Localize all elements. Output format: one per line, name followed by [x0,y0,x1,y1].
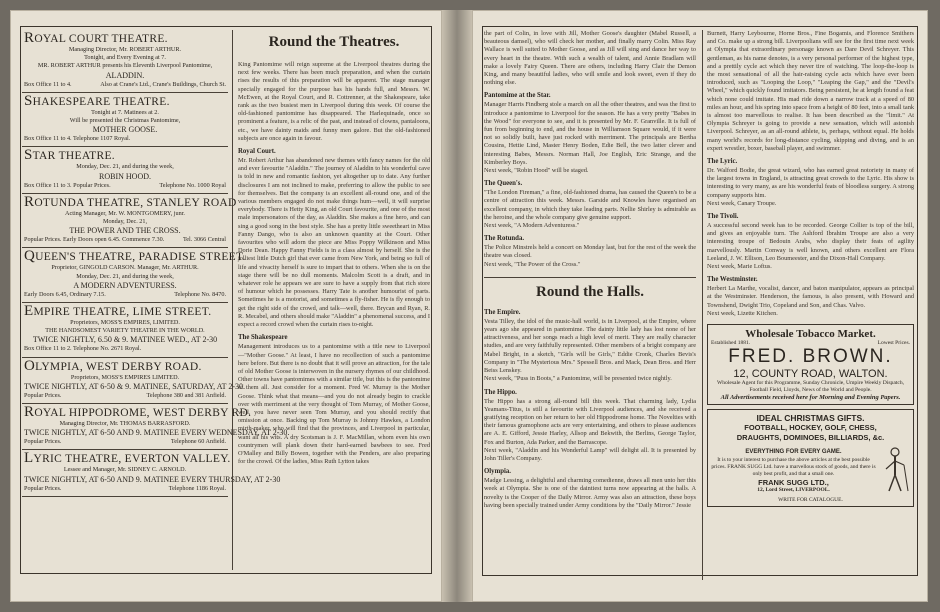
hippo-text: The Hippo has a strong all-round bill this week. That charming lady, Lydia Yeamans-Titus, is still a favourite with Liverpool audiences, and she received a gratifying reception on her return to her old Hippodrome home. The Novelties with their famous gramophone acts are very entertaining, and others to please audiences are A. E. Gifford, Jessie Harley, Allsop and Bekwith, the Berlins, George Taylor, Fox and Burton, Ada Parker, and the Barrascope. [484,397,696,446]
theatre-ad-footer: Box Office 11 to 3. Popular Prices. Telephone No. 1000 Royal [24,181,226,189]
westminster-next-week: Next week, Lizette Kitchen. [707,309,778,317]
tobacco-ad-prices: Lowest Prices. [877,340,910,347]
tobacco-ad-heading: Wholesale Tobacco Market. [745,328,876,341]
theatre-ad-feature: ROBIN HOOD. [99,171,151,181]
theatre-ad-line: Tonight, and Every Evening at 7. [84,54,166,62]
theatre-ad-footer: Box Office 11 to 4. Telephone 1107 Royal. [24,135,131,143]
theatre-ad-line: Acting Manager, Mr. W. MONTGOMERY, junr. [65,209,185,217]
theatre-ad-footer: Popular Prices. Telephone 380 and 381 Anfield. [24,391,226,399]
xmas-ad-line3: EVERYTHING FOR EVERY GAME. [745,448,842,455]
xmas-ad-footer: WRITE FOR CATALOGUE. [778,497,843,504]
theatre-ad [22,93,228,148]
star-next-week: Next week, "Robin Hood" will be staged. [484,167,589,175]
empire-subheading: The Empire. [484,308,521,316]
shakespeare-subheading: The Shakespeare [238,334,288,342]
xmas-ad-body: It is to your interest to purchase the above articles at the best possible prices. FRANK SUGG Ltd. have a marvellous stock of goods, and there is only best profit, and that a small one. [711,456,876,477]
tivoli-next-week: Next week, Marie Loftus. [707,263,772,271]
theatre-ad-title: SHAKESPEARE THEATRE. [24,92,170,109]
lyric-subheading: The Lyric. [707,158,738,166]
theatre-ad [22,303,228,358]
theatre-ad-line: Proprietor, GINGOLD CARSON. Manager, Mr. ARTHUR. [51,264,199,272]
shakespeare-text: Management introduces us to a pantomime with a title new to Liverpool—"Mother Goose." At least, I have no recollection of such a pantomime here before. But there is no doubt that it will prove an attraction, for the tale of old Mother Goose is interwoven in the nursery rhymes of our childhood. Other towns have pantomimes with a similar title, but this is the pantomime of them all. Just consider for a moment. Fred W. Murray is the Mother Goose. Think what that means—and you do not already begin to crackle over with merriment at the very thought of Tom Murray, of Mother Goose, well, you have never seen Tom Murray, and you should rectify that omission at once. Backing up Tom Murray is Johnny Hawkes, a London mirth-maker, who will find that the provinces, and Liverpool in particular, want all his wits. A dry Scotsman is J. F. MacMillan, whom even his own countrymen will plank down their hard-earned bawbees to see. Fred O'Malley and Billy Bowen, together with the Penders, are also preparing for the crowd. Of the ladies, Miss Ruth Lytton takes [238,343,430,466]
olympia-subheading: Olympia. [484,468,512,476]
theatre-ad-line: Proprietors, MOSS'S EMPIRES, LIMITED. [70,319,180,327]
theatres-intro: King Pantomime will reign supreme at the Liverpool theatres during the next few weeks. There has been much preparation, and when the curtain rises the results of this preparation will be apparent. The stage manager specially engaged for the purpose has his hands full, and Messrs. W. McEwen, at the Royal Court, and R. Cottrenner, at the Shakespeare, take rank as the two busiest men in Liverpool during this week. Of course the old-fashioned pantomime has disappeared. The Harlequinade, once so prominent a feature, is a relic of the past, and instead of clowns, pantaloons, etc., we have dainty maids and funny men galore. But the old-fashioned subjects are once again in favour. [238,61,430,142]
theatre-ad-line: Monday, Dec. 21, and during the week, [76,163,174,171]
queens-text: "The London Fireman," a fine, old-fashioned drama, has caused the Queen's to be a centre of attraction this week. Messrs. Garside and Knowles have organised an excellent company, in which they take leading parts. Nellie Shirley is admirable as the heroine, and the whole company give genuine support. [484,189,696,221]
theatre-ad-title: STAR THEATRE. [24,147,115,164]
round-the-theatres-heading: Round the Theatres. [268,34,400,50]
empire-next-week: Next week, "Puss in Boots," a Pantomime, will be presented twice nightly. [484,375,672,383]
theatre-ad [22,404,290,450]
theatre-ad-line: Managing Director, Mr. THOMAS BARRASFORD. [59,420,191,428]
hippo-next-week: Next week, "Aladdin and his Wonderful Lamp" will delight all. It is presented by John Tiller's Company. [484,446,696,462]
westminster-text: Herbert La Marthe, vocalist, dancer, and baton manipulator, appears as principal at the Westminster. Henderson, the famous, is also present, with Howard and Townshend, Dwight Trio, Copeland and Son, and Chas. Valvo. [707,285,914,309]
theatre-ad-line: THE HANDSOMEST VARIETY THEATRE IN THE WORLD. [45,327,205,335]
queens-next-week: Next week, "A Modern Adventuress." [484,222,580,230]
theatre-ad-footer: Popular Prices. Early Doors open 6.45. Commence 7.30. Tel. 3066 Central [24,236,226,244]
lyric-text: Dr. Walford Bodie, the great wizard, who has earned great notoriety in many of the largest towns in England, is attracting great crowds to the Lyric. His show is interesting to very many, as are his wonderful feats of bloodless surgery. A strong company supports him. [707,167,914,199]
theatre-ad-line: Managing Director, Mr. ROBERT ARTHUR. [68,46,182,53]
right-column-two [702,30,914,580]
theatre-ad-footer: Popular Prices. Telephone 1186 Royal. [24,484,226,492]
theatre-ad-footer: Popular Prices. Telephone 60 Anfield. [24,438,226,446]
tobacco-ad-address: 12, COUNTY ROAD, WALTON. [733,368,888,381]
westminster-subheading: The Westminster. [707,276,758,284]
tobacco-ad-body: Wholesale Agent for this Programme, Sunday Chronicle, Umpire Weekly Dispatch, Football Field, Lloyds, News of the World and People. [716,380,905,394]
royal-court-text: Mr. Robert Arthur has abandoned new themes with fancy names for the old and ever favourite "Aladdin." The journey of Aladdin to his wonderful cave is told in new and romantic fashion, yet altogether up to date. Any further disclosures I am not inclined to make, preferring to allow the public to see for themselves. But the company is an excellent all-round one, and of the various members engaged do not make things hum—well, it will surprise everybody. There is Hetty King, an old Court favourite, and one of the most male impersonators of the day, as Aladdin. She makes a fine hero, and can sing a good song in the best style. She has a pretty little sweetheart in Miss Fanny Dango, who is also an unknown quantity at the Court. Other favourites who will adorn the piece are Miss Poppy Wilkinson and Miss Dorie Dean. Happy Fanny Fields is in a class almost by herself. She is the jolliest little Dutch girl that ever came from New York, and being so full of life and vivacity herself is sure to impart that to others. When she is on the stage there will be no dull moments. Malcolm Scott is a draft, and in whatever role he appears we are sure to have a supply from that rich store of humour which he possesses. Harry Tate is another humourist of parts. Sometimes he is a motorist, and sometimes a fly-fisher. He is fly enough to get the right side of the crowd, and talk—well, there. Brycan and Ryan, R. R. Mecabel, and others should make "Aladdin" a phenomenal success, and I expect a record crowd when the curtain rises to-night. [238,157,430,329]
theatre-ad-footer: Early Doors 6.45, Ordinary 7.15. Telephone No. 8470. [24,290,226,298]
theatre-ad-line: Tonight at 7. Matinees at 2. [91,108,159,116]
theatre-ad-feature: TWICE NIGHTLY, AT 6-50 AND 9. MATINEE EVERY WEDNESDAY, AT 2-30. [24,428,290,438]
hippo-subheading: The Hippo. [484,388,517,396]
rotunda-next-week: Next week, "The Power of the Cross." [484,260,581,268]
theatre-ad-line: Monday, Dec. 21, [102,218,148,226]
theatre-ad-feature: TWICE NIGHTLY, AT 6-50 AND 9. MATINEE EVERY THURSDAY, AT 2-30 [24,474,281,484]
theatre-ad [22,147,228,193]
round-the-halls-heading: Round the Halls. [484,277,696,301]
page-gutter [442,10,472,602]
rotunda-subheading: The Rotunda. [484,235,525,243]
theatre-ad [22,248,246,303]
olympia-text: Madge Lessing, a delightful and charming comedienne, draws all men unto her this week at Olympia. She is one of the daintiest turns now appearing at the halls. A novelty is the Cooper of the Daily Mirror. Army was also an attraction, these boys having been specially trained under Army conditions by the "Daily Mirror." Jessie [484,477,696,509]
golfer-illustration [880,445,910,495]
theatre-ad [22,193,237,249]
theatre-ad [22,357,245,404]
theatre-ad-line: MR. ROBERT ARTHUR presents his Eleventh Liverpool Pantomime, [37,62,213,70]
theatre-ad-footer: Box Office 11 to 4. Also at Crane's Ltd., Crane's Buildings, Church St. [24,80,226,88]
theatre-ad-feature: THE POWER AND THE CROSS. [69,226,181,236]
royal-court-subheading: Royal Court. [238,148,276,156]
lyric-next-week: Next week, Canary Troupe. [707,199,777,207]
star-text: Manager Harris Findberg stole a march on all the other theatres, and was the first to introduce a pantomime to Liverpool for the season. He has a very pretty "Babes in the Wood" for everyone to see, and it is presented by Mr. F. Granville. It is full of fun from beginning to end, and the house in Williamson Square would, if it were not so solidly built, have just rocked with merriment. The principals are Bertha Cousins, Hettie Lind, Master Henry Boden, Edie Bell, the two latter clever and interesting Babes, Messrs. Norman Hall, Joe English, Eric Strange, and the Kimberley Boys. [484,101,696,166]
theatre-ad-title: LYRIC THEATRE, EVERTON VALLEY. [24,450,231,467]
tobacco-ad-name: FRED. BROWN. [728,346,893,368]
xmas-ad-firm: FRANK SUGG LTD., [758,477,829,487]
rotunda-text: The Police Minstrels held a concert on Monday last, but for the rest of the week the theatre was closed. [484,244,696,260]
xmas-ad-line1: FOOTBALL, HOCKEY, GOLF, CHESS, [744,423,877,433]
theatre-ad-title: ROYAL COURT THEATRE. [24,30,168,46]
star-subheading: Pantomime at the Star. [484,92,551,100]
tobacco-ad-italic-note: All Advertisements received here for Morning and Evening Papers. [720,394,901,402]
tivoli-text: A successful second week has to be recorded. George Collier is top of the bill, and gives an enjoyable turn. The Ashford Ibrahim Troupe are also a very interesting troupe of Bedouin Arabs, who display their feats of agility marvellously. Martin Conway is well known, and others excellent are Flora Leeland, J. W. Ellison, Leo Boumeester, and the Dixon-Hall Company. [707,222,914,262]
theatre-ad-feature: TWICE NIGHTLY, 6.50 & 9. MATINEE WED., AT 2-30 [32,335,218,345]
schreyer-text: Burnett, Harry Leybourne, Horne Bros., Fine Bogamis, and Florence Smithers and Co. make up a strong bill. Liverpoolians will see for the first time next week at Olympia that extraordinary personage known as Dare Devil Schreyer. This gentleman, as his name denotes, is a very personal performer of the highest type, and a prettily cycle act which they never tire of watching. The loop-the-loop is the most sensational of all the hair-raising cycle acts which have ever been introduced, such as "Looping the Loop," "Leaping the Gap," and the "Devil's Wheel," which quickly found imitators. Being persistent, he at length found a feat which none could imitate. His mad ride down a narrow track at a speed of 80 miles an hour, and his spring into space from a height of 80 feet, into a small tank is almost too marvellous to realise. It has been described as the "limit." At Olympia Schreyer is going to provide a new sensation, which will astonish Liverpool. Schreyer, as an all-round athlete, is, perhaps, without equal. He holds many world's records for long-distance cycling, skipping and diving, and is an expert wrestler, boxer, baseball player, and swimmer. [707,30,914,152]
theatre-ad-footer: Box Office 11 to 2. Telephone No. 2671 Royal. [24,345,142,353]
theatre-ad-line: Monday, Dec. 21, and during the week, [76,272,174,280]
theatre-ad-title: ROYAL HIPPODROME, WEST DERBY RD. [24,404,252,421]
xmas-ad-title: IDEAL CHRISTMAS GIFTS. [756,413,865,424]
right-column-one [484,30,696,580]
tobacco-market-ad [707,324,914,405]
theatre-ad-title: EMPIRE THEATRE, LIME STREET. [24,303,212,320]
tivoli-subheading: The Tivoli. [707,213,739,221]
theatre-ad-line: Proprietors, MOSS'S EMPIRES LIMITED. [70,373,180,381]
xmas-ad-line2: DRAUGHTS, DOMINOES, BILLIARDS, &c. [736,433,885,443]
theatre-ad-line: Lessee and Manager, Mr. SIDNEY C. ARNOLD. [63,466,187,474]
theatre-ad [22,450,281,496]
round-the-theatres-column [232,30,430,570]
queens-subheading: The Queen's. [484,180,523,188]
xmas-ad-address: 12, Lord Street, LIVERPOOL. [757,486,830,493]
theatre-ad-title: QUEEN'S THEATRE, PARADISE STREET. [24,248,246,265]
christmas-gifts-ad [707,409,914,507]
theatre-ad-title: ROTUNDA THEATRE, STANLEY ROAD [24,193,237,210]
tobacco-ad-established: Established 1881. [711,340,751,347]
theatre-ad-title: OLYMPIA, WEST DERBY ROAD. [24,357,202,374]
theatre-ad-feature: MOTHER GOOSE. [92,125,158,135]
theatre-ad-feature: TWICE NIGHTLY, AT 6-50 & 9. MATINEE, SATURDAY, AT 2-30. [24,381,245,391]
empire-text: Vesta Tilley, the idol of the music-hall world, is in Liverpool, at the Empire, where years ago she appeared in pantomime. The dainty little lady has lost none of her attractiveness, and her songs reach a high level of merit. They are really character studies, and are very faithfully represented. Other members of a bright company are Mabel Bright, in a sketch, "Girls will be Girls," Eddie Cronk, Charles Bevis's Company in "The Mysterious Mrs." Spessell Bros. and Mack, Dean Bros. and Herr Beiss Lenskey. [484,317,696,375]
theatre-ad [22,30,228,93]
theatre-ad-feature: A MODERN ADVENTURESS. [73,280,177,290]
theatre-ad-line: Will be presented the Christmas Pantomime, [69,117,181,125]
theatre-ad-feature: ALADDIN. [105,70,145,80]
colin-text: the part of Colin, in love with Jill, Mother Goose's daughter (Mabel Russell, a beauteous damsel), who will check her mother, and finally marry Colin. Miss Ray Wallace is well suited to Mother Goose, and as Jill will sing and dance her way to every heart in the theatre. With such a wealth of talent, and Annie Bradlam will make a lovely Fairy Queen. There are others, including Harry Clair the Demon King, and many beautiful ladies, who will smile and look sweet, even if they do nothing else. [484,30,696,87]
